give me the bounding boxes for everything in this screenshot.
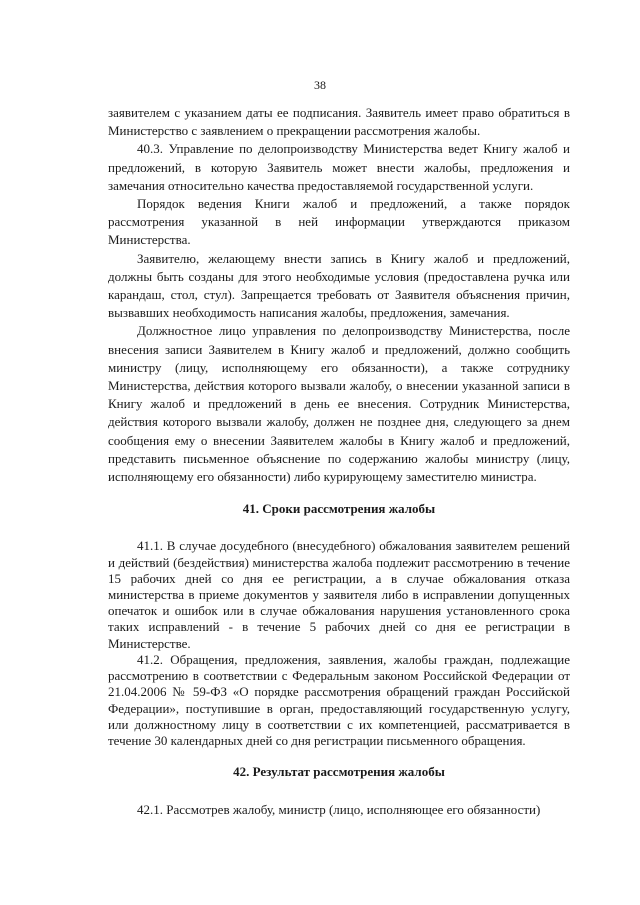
section-41-title: 41. Сроки рассмотрения жалобы	[242, 501, 436, 517]
paragraph-book-procedure: Порядок ведения Книги жалоб и предложений, а также порядок рассмотрения указанной в ней информации утверждаются приказом Министерства.	[108, 196, 570, 248]
document-body	[108, 104, 570, 820]
paragraph-40-2-continuation: заявителем с указанием даты ее подписания. Заявитель имеет право обратиться в Министерство с заявлением о прекращении рассмотрения жалобы.	[108, 105, 570, 139]
paragraph-applicant-conditions: Заявителю, желающему внести запись в Книгу жалоб и предложений, должны быть созданы для этого необходимые условия (предоставлена ручка или карандаш, стол, стул). Запрещается требовать от Заявителя объяснения причин, вызвавших необходимость написания жалобы, предложения, замечания.	[108, 250, 570, 321]
paragraph-41-2: 41.2. Обращения, предложения, заявления, жалобы граждан, подлежащие рассмотрению в соответствии с Федеральным законом Российской Федерации от 21.04.2006 № 59-ФЗ «О порядке рассмотрения обращений граждан Российской Федерации», поступившие в орган, предоставляющий государственную услугу, или должностному лицу в соответствии с их компетенцией, рассматривается в течение 30 календарных дней со дня регистрации письменного обращения.	[108, 651, 570, 748]
paragraph-official-duties: Должностное лицо управления по делопроизводству Министерства, после внесения записи Заявителем в Книгу жалоб и предложений, должно сообщить министру (лицу, исполняющему его обязанности), а также сотруднику Министерства, действия которого вызвали жалобу, о внесении указанной записи в Книгу жалоб и предложений в день ее внесения. Сотрудник Министерства, действия которого вызвали жалобу, должен не позднее дня, следующего за днем сообщения ему о внесении Заявителем жалобы в Книгу жалоб и предложений, представить письменное объяснение по содержанию жалобы министру (лицу, исполняющему его обязанности) либо курирующему заместителю министра.	[108, 323, 570, 485]
page-number: 38	[314, 78, 326, 92]
paragraph-41-1: 41.1. В случае досудебного (внесудебного) обжалования заявителем решений и действий (бездействия) министерства жалоба подлежит рассмотрению в течение 15 рабочих дней со дня ее регистрации, а в случае обжалования отказа министерства в приеме документов у заявителя либо в исправлении допущенных опечаток и ошибок или в случае обжалования нарушения установленного срока таких исправлений - в течение 5 рабочих дней со дня ее регистрации в Министерстве.	[108, 538, 570, 651]
paragraph-40-3: 40.3. Управление по делопроизводству Министерства ведет Книгу жалоб и предложений, в которую Заявитель может внести жалобы, предложения и замечания относительно качества предоставляемой государственной услуги.	[108, 141, 570, 193]
paragraph-42-1: 42.1. Рассмотрев жалобу, министр (лицо, исполняющее его обязанности)	[137, 802, 541, 818]
section-42-title: 42. Результат рассмотрения жалобы	[233, 764, 445, 780]
